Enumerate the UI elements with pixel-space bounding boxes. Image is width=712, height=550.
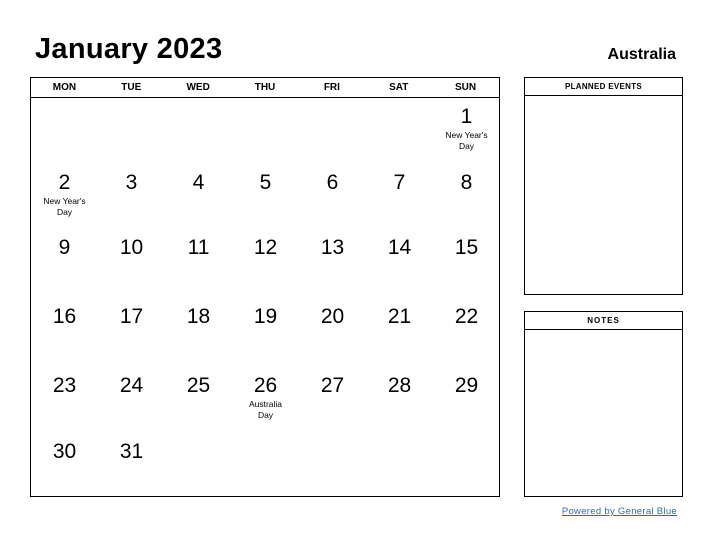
holiday-label: New Year's Day [445,130,488,151]
weekday-header [31,78,499,98]
planned-events-heading: PLANNED EVENTS [525,78,682,96]
day-number: 10 [119,236,144,259]
day-cell [165,171,232,195]
day-cell [232,374,299,421]
day-cell [31,440,98,464]
day-number: 1 [460,105,473,128]
day-number: 28 [387,374,412,397]
day-number: 20 [320,305,345,328]
notes-heading: NOTES [525,312,682,330]
day-number: 5 [259,171,272,194]
holiday-label: New Year's Day [43,196,86,217]
day-number: 7 [393,171,406,194]
day-cell [299,374,366,398]
weekday-sun: SUN [455,82,477,93]
day-number: 18 [186,305,211,328]
country-label: Australia [607,46,676,63]
day-cell [232,236,299,260]
day-number: 31 [119,440,144,463]
planned-events-panel [524,77,683,295]
day-cell [98,171,165,195]
holiday-label: Australia Day [248,399,283,420]
page-title: January 2023 [35,33,223,65]
day-number: 13 [320,236,345,259]
day-cell [31,171,98,218]
day-number: 26 [253,374,278,397]
day-cell [366,171,433,195]
day-number: 12 [253,236,278,259]
day-cell [31,374,98,398]
day-cell [366,236,433,260]
day-number: 16 [52,305,77,328]
day-number: 24 [119,374,144,397]
day-number: 15 [454,236,479,259]
day-number: 14 [387,236,412,259]
powered-by-link[interactable]: Powered by General Blue [561,506,677,517]
day-number: 22 [454,305,479,328]
weekday-thu: THU [254,82,276,93]
day-number: 8 [460,171,473,194]
day-number: 27 [320,374,345,397]
day-cell [433,236,500,260]
day-number: 29 [454,374,479,397]
day-cell [98,305,165,329]
day-cell [299,171,366,195]
day-cell [366,305,433,329]
day-cell [165,236,232,260]
day-cell [31,236,98,260]
notes-panel [524,311,683,497]
calendar-grid [30,77,500,497]
weekday-tue: TUE [121,82,142,93]
day-cell [232,305,299,329]
day-cell [98,440,165,464]
day-cell [299,305,366,329]
day-cell [433,305,500,329]
day-number: 2 [58,171,71,194]
day-number: 23 [52,374,77,397]
day-cell [98,236,165,260]
day-cell [31,305,98,329]
weekday-wed: WED [186,82,210,93]
weekday-mon: MON [52,82,77,93]
day-number: 19 [253,305,278,328]
day-number: 6 [326,171,339,194]
weekday-sat: SAT [389,82,409,93]
day-cell [433,171,500,195]
day-number: 21 [387,305,412,328]
day-number: 30 [52,440,77,463]
day-cell [165,305,232,329]
day-number: 11 [187,236,210,259]
day-cell [366,374,433,398]
day-number: 9 [58,236,71,259]
day-cell [433,105,500,152]
day-cell [232,171,299,195]
day-cell [299,236,366,260]
day-number: 17 [119,305,144,328]
weekday-fri: FRI [323,82,340,93]
day-number: 4 [192,171,205,194]
day-cell [165,374,232,398]
day-number: 3 [125,171,138,194]
day-cell [98,374,165,398]
day-number: 25 [186,374,211,397]
day-cell [433,374,500,398]
